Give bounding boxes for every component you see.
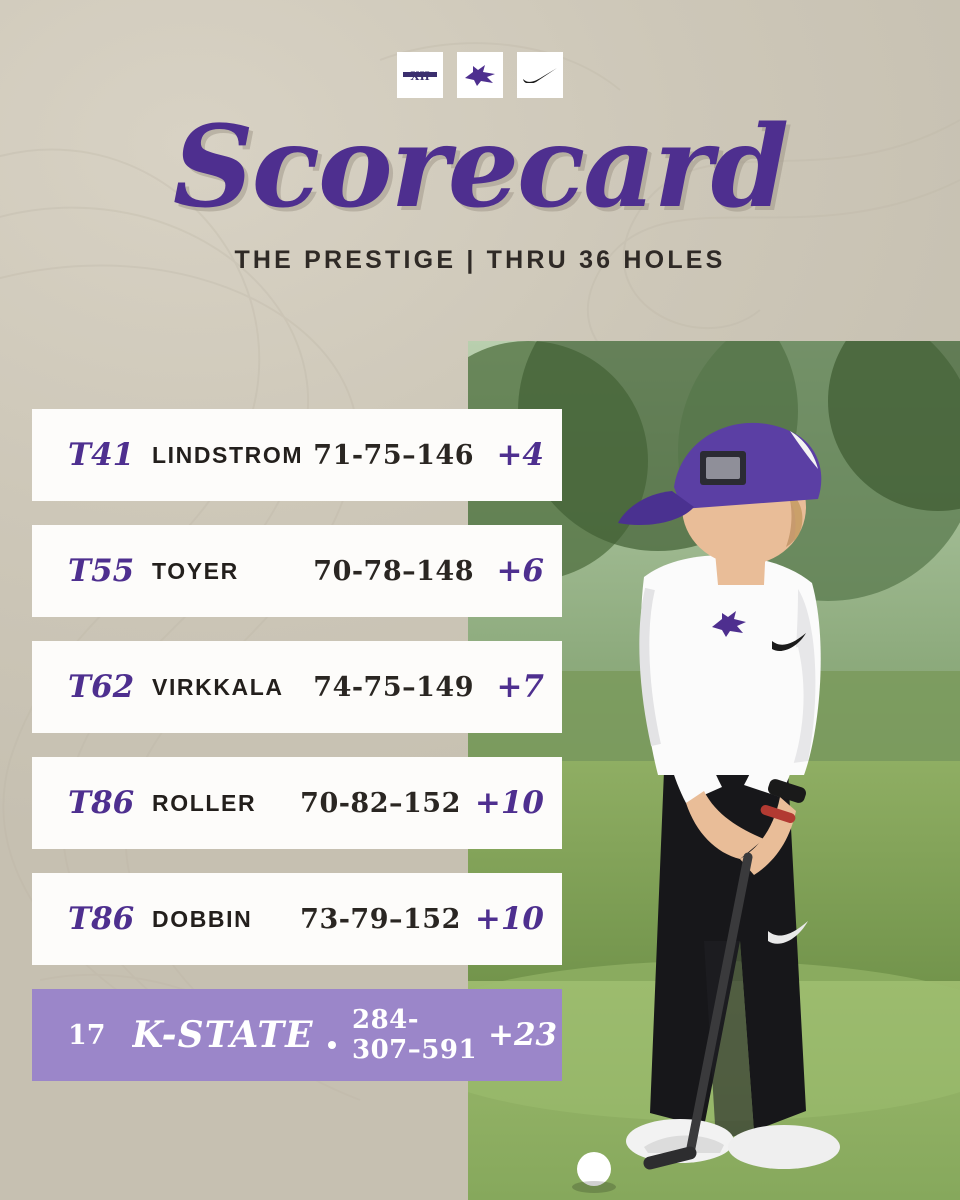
powercat-icon [463,61,497,89]
table-row [32,641,562,733]
team-to-par: +23 [488,1017,558,1053]
svg-text:XII: XII [410,68,430,83]
nike-swoosh-icon [522,67,558,83]
table-row [32,409,562,501]
big12-icon [403,65,437,85]
table-row [32,525,562,617]
nike-swoosh-logo [517,52,563,98]
team-scores: 284-307–591 [352,1005,478,1065]
player-scores: 74-75–149 [313,671,474,703]
player-to-par: +10 [474,785,544,821]
team-total-row [32,989,562,1081]
player-name: DOBBIN [152,905,253,932]
player-position: T55 [68,553,135,589]
k-state-wordmark [132,1013,352,1057]
player-name: ROLLER [152,789,257,816]
player-scores: 71-75–146 [313,439,474,471]
player-scores: 70-78–148 [313,555,474,587]
player-name: LINDSTROM [152,441,304,468]
page-title: Scorecard [172,102,788,233]
player-to-par: +10 [474,901,544,937]
player-position: T86 [68,785,135,821]
player-to-par: +7 [496,669,544,705]
player-position: T41 [68,437,135,473]
big12-logo [397,52,443,98]
player-position: T86 [68,901,135,937]
page-subtitle: THE PRESTIGE | THRU 36 HOLES [234,246,726,274]
player-scores: 70-82–152 [300,787,461,819]
player-name: TOYER [152,557,239,584]
k-state-wordmark-icon [132,1013,352,1057]
player-scores: 73-79–152 [300,903,461,935]
player-to-par: +6 [496,553,544,589]
table-row [32,757,562,849]
team-position: 17 [68,1019,106,1051]
player-to-par: +4 [496,437,544,473]
scorecard-rows [32,409,562,1081]
player-name: VIRKKALA [152,673,284,700]
title-block [0,102,960,275]
svg-text:K-STATE: K-STATE [132,1014,314,1056]
player-position: T62 [68,669,135,705]
table-row [32,873,562,965]
k-state-powercat-logo [457,52,503,98]
logo-strip [0,52,960,98]
